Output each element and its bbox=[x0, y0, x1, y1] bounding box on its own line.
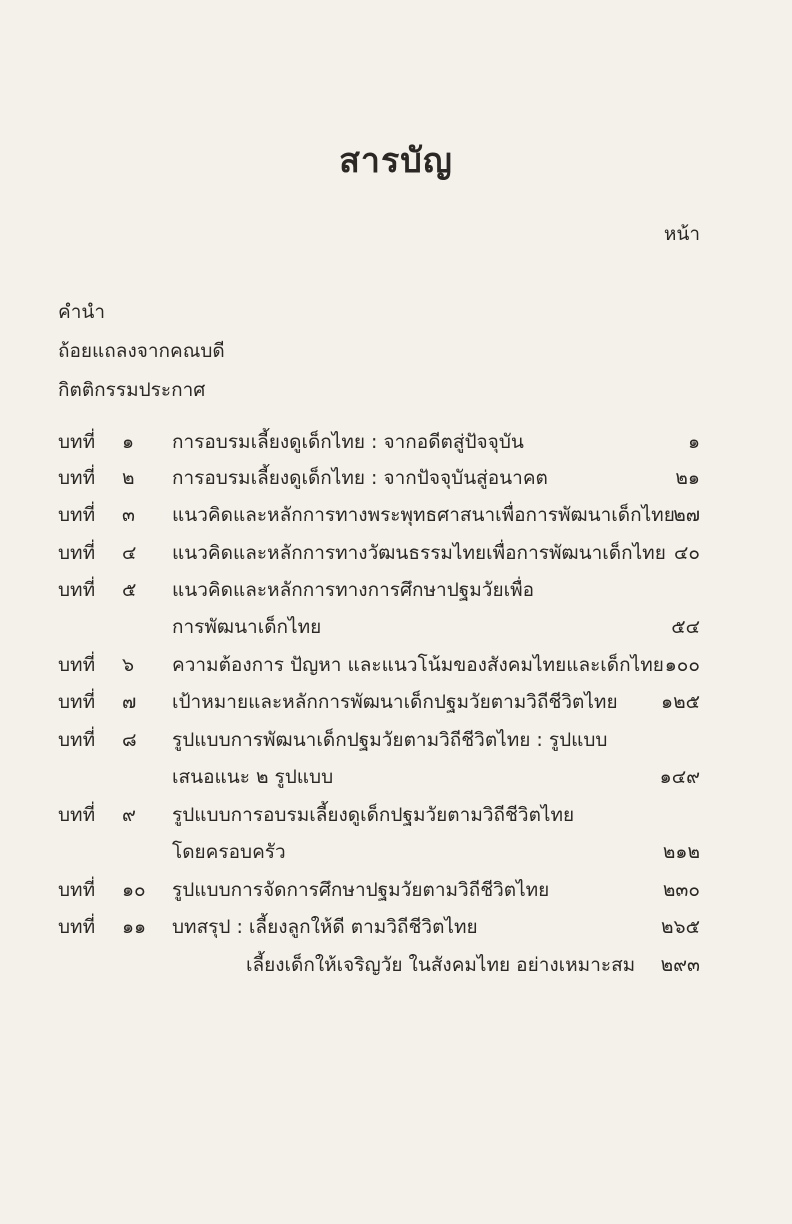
chapter-number: ๔ bbox=[122, 542, 137, 564]
toc-entry-chapter-7 bbox=[0, 687, 792, 721]
toc-entry-chapter-5 bbox=[0, 575, 792, 609]
chapter-number: ๘ bbox=[122, 729, 137, 751]
toc-entry-chapter-1 bbox=[0, 427, 792, 461]
chapter-label: บทที่ bbox=[58, 804, 96, 826]
chapter-title: บทสรุป : เลี้ยงลูกให้ดี ตามวิถีชีวิตไทย bbox=[172, 916, 478, 938]
chapter-number: ๑๐ bbox=[122, 879, 146, 901]
chapter-page: ๒๑๒ bbox=[662, 841, 700, 863]
chapter-page: ๑๒๕ bbox=[661, 691, 700, 713]
toc-entry-chapter-2 bbox=[0, 463, 792, 497]
chapter-number: ๑ bbox=[122, 431, 135, 453]
chapter-number: ๕ bbox=[122, 579, 137, 601]
chapter-number: ๓ bbox=[122, 504, 135, 526]
chapter-page: ๒๓๐ bbox=[662, 879, 700, 901]
chapter-page: ๑๔๙ bbox=[659, 766, 700, 788]
chapter-title: รูปแบบการอบรมเลี้ยงดูเด็กปฐมวัยตามวิถีชีวิตไทย bbox=[172, 804, 575, 826]
chapter-title: แนวคิดและหลักการทางการศึกษาปฐมวัยเพื่อ bbox=[172, 579, 535, 601]
toc-entry-chapter-9 bbox=[0, 800, 792, 834]
page-title: สารบัญ bbox=[339, 141, 453, 181]
chapter-title: การอบรมเลี้ยงดูเด็กไทย : จากปัจจุบันสู่อนาคต bbox=[172, 467, 548, 489]
chapter-title: แนวคิดและหลักการทางวัฒนธรรมไทยเพื่อการพัฒนาเด็กไทย bbox=[172, 542, 666, 564]
page-column-label: หน้า bbox=[663, 223, 700, 245]
toc-entry-chapter-6 bbox=[0, 650, 792, 684]
chapter-title: แนวคิดและหลักการทางพระพุทธศาสนาเพื่อการพัฒนาเด็กไทย bbox=[172, 504, 675, 526]
chapter-label: บทที่ bbox=[58, 504, 96, 526]
toc-entry-chapter-11 bbox=[0, 912, 792, 946]
chapter-page: ๒๗ bbox=[673, 504, 700, 526]
toc-entry-chapter-3 bbox=[0, 500, 792, 534]
front-matter-acknowledgements: กิตติกรรมประกาศ bbox=[58, 379, 206, 401]
chapter-page: ๑๐๐ bbox=[664, 654, 700, 676]
chapter-number: ๒ bbox=[122, 467, 135, 489]
chapter-label: บทที่ bbox=[58, 916, 96, 938]
chapter-title: รูปแบบการจัดการศึกษาปฐมวัยตามวิถีชีวิตไทย bbox=[172, 879, 550, 901]
toc-entry-chapter-8-continuation bbox=[0, 762, 792, 796]
chapter-label: บทที่ bbox=[58, 467, 96, 489]
toc-entry-closing bbox=[0, 950, 792, 984]
closing-page: ๒๙๓ bbox=[660, 954, 700, 976]
chapter-page: ๒๑ bbox=[675, 467, 700, 489]
chapter-label: บทที่ bbox=[58, 729, 96, 751]
chapter-title: การอบรมเลี้ยงดูเด็กไทย : จากอดีตสู่ปัจจุบัน bbox=[172, 431, 524, 453]
chapter-title: รูปแบบการพัฒนาเด็กปฐมวัยตามวิถีชีวิตไทย : รูปแบบ bbox=[172, 729, 608, 751]
chapter-number: ๗ bbox=[122, 691, 137, 713]
chapter-page: ๔๐ bbox=[674, 542, 700, 564]
chapter-title-continuation: การพัฒนาเด็กไทย bbox=[172, 616, 322, 638]
chapter-number: ๖ bbox=[122, 654, 135, 676]
front-matter-dean-statement: ถ้อยแถลงจากคณบดี bbox=[58, 340, 225, 362]
closing-line: เลี้ยงเด็กให้เจริญวัย ในสังคมไทย อย่างเหมาะสม bbox=[246, 954, 636, 976]
chapter-title-continuation: โดยครอบครัว bbox=[172, 841, 286, 863]
chapter-title: เป้าหมายและหลักการพัฒนาเด็กปฐมวัยตามวิถีชีวิตไทย bbox=[172, 691, 618, 713]
toc-entry-chapter-10 bbox=[0, 875, 792, 909]
toc-entry-chapter-5-continuation bbox=[0, 612, 792, 646]
toc-entry-chapter-9-continuation bbox=[0, 837, 792, 871]
chapter-label: บทที่ bbox=[58, 879, 96, 901]
chapter-page: ๕๔ bbox=[671, 616, 700, 638]
chapter-number: ๙ bbox=[122, 804, 136, 826]
front-matter-foreword: คำนำ bbox=[58, 301, 106, 323]
chapter-label: บทที่ bbox=[58, 431, 96, 453]
chapter-label: บทที่ bbox=[58, 691, 96, 713]
chapter-title-continuation: เสนอแนะ ๒ รูปแบบ bbox=[172, 766, 334, 788]
chapter-page: ๑ bbox=[687, 431, 700, 453]
chapter-label: บทที่ bbox=[58, 579, 96, 601]
toc-entry-chapter-8 bbox=[0, 725, 792, 759]
chapter-label: บทที่ bbox=[58, 542, 96, 564]
chapter-label: บทที่ bbox=[58, 654, 96, 676]
toc-entry-chapter-4 bbox=[0, 538, 792, 572]
chapter-title: ความต้องการ ปัญหา และแนวโน้มของสังคมไทยและเด็กไทย bbox=[172, 654, 664, 676]
chapter-number: ๑๑ bbox=[122, 916, 147, 938]
chapter-page: ๒๖๕ bbox=[661, 916, 700, 938]
